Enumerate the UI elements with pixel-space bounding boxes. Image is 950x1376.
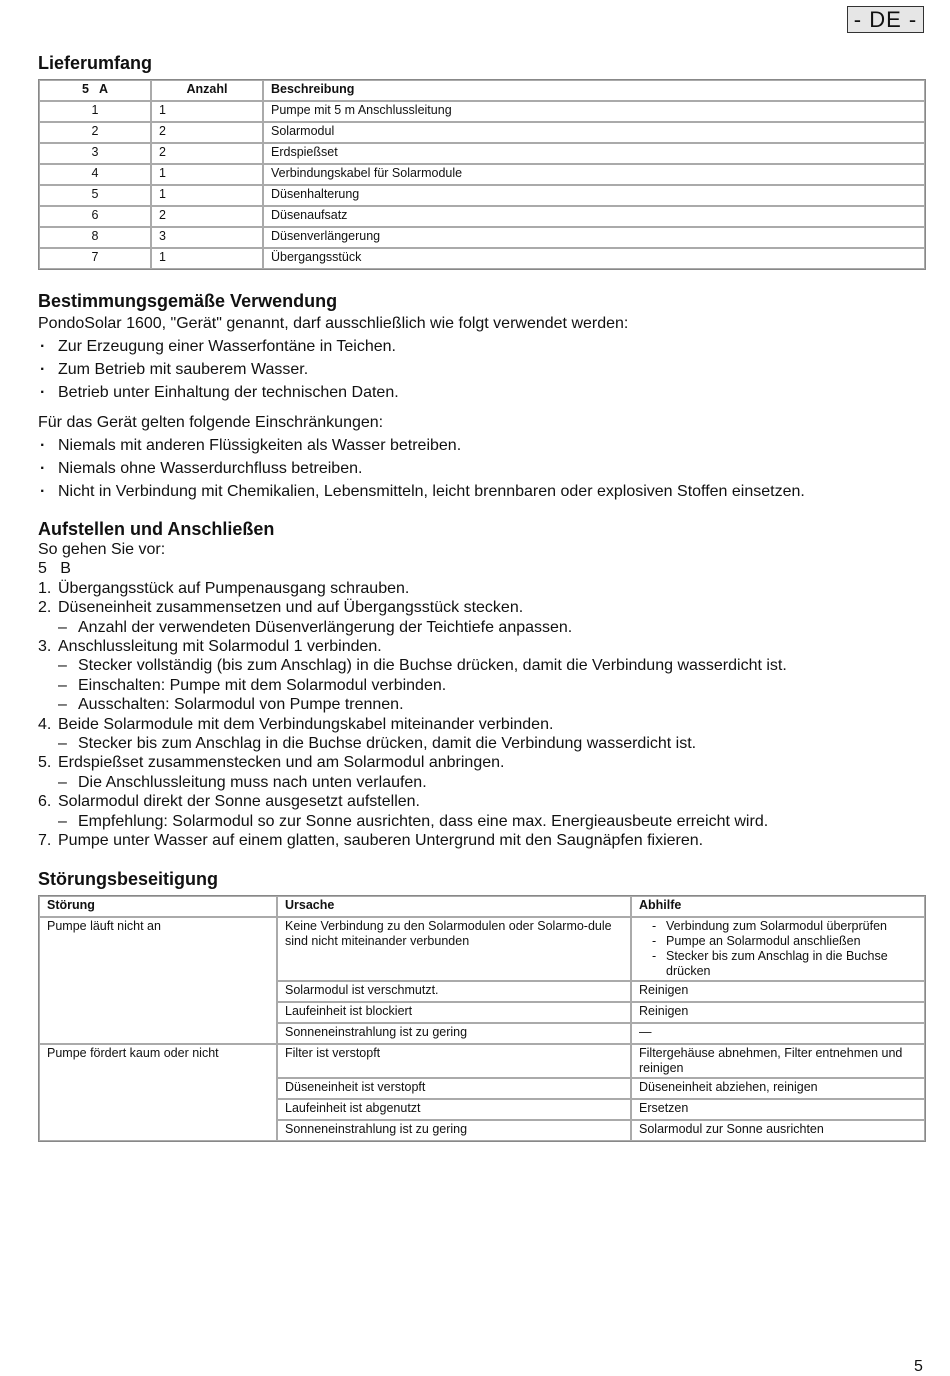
delivery-table: [38, 79, 926, 270]
troubleshooting-table: [38, 895, 926, 1142]
delivery-quantity: 3: [151, 227, 263, 248]
delivery-row: [39, 248, 925, 269]
trouble-remedy: Solarmodul zur Sonne ausrichten: [631, 1120, 925, 1141]
step-text: Übergangsstück auf Pumpenausgang schrauben.: [58, 579, 410, 597]
delivery-row: [39, 185, 925, 206]
trouble-cause: Düseneinheit ist verstopft: [277, 1078, 631, 1099]
delivery-quantity: 2: [151, 206, 263, 227]
delivery-quantity: 1: [151, 248, 263, 269]
trouble-remedy: [631, 917, 925, 981]
intended-use-list: [38, 335, 926, 404]
delivery-row: [39, 122, 925, 143]
trouble-cause: Laufeinheit ist blockiert: [277, 1002, 631, 1023]
delivery-col-description: Beschreibung: [263, 80, 925, 101]
troubleshooting-title: Störungsbeseitigung: [38, 868, 218, 889]
remedy-item: - Pumpe an Solarmodul anschließen: [639, 934, 917, 949]
remedy-item: - Verbindung zum Solarmodul überprüfen: [639, 919, 917, 934]
trouble-col-remedy: Abhilfe: [631, 896, 925, 917]
delivery-row: [39, 164, 925, 185]
trouble-remedy: Filtergehäuse abnehmen, Filter entnehmen und reinigen: [631, 1044, 925, 1078]
delivery-description: Übergangsstück: [263, 248, 925, 269]
step-text: Erdspießset zusammenstecken und am Solarmodul anbringen.: [58, 754, 505, 772]
step-substep: – Stecker vollständig (bis zum Anschlag) in die Buchse drücken, damit die Verbindung wasserdicht ist.: [38, 656, 926, 675]
delivery-position: 5: [39, 185, 151, 206]
delivery-description: Verbindungskabel für Solarmodule: [263, 164, 925, 185]
use-item: · Betrieb unter Einhaltung der technischen Daten.: [38, 381, 926, 404]
setup-step: [38, 792, 926, 811]
delivery-description: Solarmodul: [263, 122, 925, 143]
page-number: 5: [914, 1358, 923, 1375]
step-text: Düseneinheit zusammensetzen und auf Übergangsstück stecken.: [58, 599, 524, 617]
delivery-description: Düsenverlängerung: [263, 227, 925, 248]
setup-step: [38, 637, 926, 656]
step-number: 2.: [38, 599, 52, 617]
restrictions-list: [38, 434, 926, 503]
delivery-quantity: 2: [151, 143, 263, 164]
delivery-quantity: 1: [151, 185, 263, 206]
step-number: 7.: [38, 832, 52, 850]
setup-step: [38, 831, 926, 850]
step-substep: – Empfehlung: Solarmodul so zur Sonne ausrichten, dass eine max. Energieausbeute erreicht wird.: [38, 812, 926, 831]
trouble-cause: Solarmodul ist verschmutzt.: [277, 981, 631, 1002]
step-substep: – Ausschalten: Solarmodul von Pumpe trennen.: [38, 695, 926, 714]
remedy-list: [639, 919, 917, 979]
trouble-remedy: Reinigen: [631, 981, 925, 1002]
delivery-description: Düsenhalterung: [263, 185, 925, 206]
trouble-row: [39, 1044, 925, 1078]
delivery-description: Erdspießset: [263, 143, 925, 164]
delivery-position: 6: [39, 206, 151, 227]
restriction-item: · Nicht in Verbindung mit Chemikalien, Lebensmitteln, leicht brennbaren oder explosiven Stoffen einsetzen.: [38, 480, 926, 503]
delivery-quantity: 2: [151, 122, 263, 143]
page-content: [38, 52, 926, 1142]
delivery-position: 2: [39, 122, 151, 143]
delivery-row: [39, 101, 925, 122]
language-badge: - DE -: [847, 6, 924, 33]
trouble-cause: Filter ist verstopft: [277, 1044, 631, 1078]
delivery-row: [39, 227, 925, 248]
delivery-col-position: 5 A: [39, 80, 151, 101]
step-text: Beide Solarmodule mit dem Verbindungskabel miteinander verbinden.: [58, 715, 554, 733]
delivery-position: 8: [39, 227, 151, 248]
delivery-description: Pumpe mit 5 m Anschlussleitung: [263, 101, 925, 122]
step-number: 6.: [38, 793, 52, 811]
step-substep: – Stecker bis zum Anschlag in die Buchse drücken, damit die Verbindung wasserdicht ist.: [38, 734, 926, 753]
step-substep: – Anzahl der verwendeten Düsenverlängerung der Teichtiefe anpassen.: [38, 618, 926, 637]
delivery-position: 4: [39, 164, 151, 185]
trouble-remedy: —: [631, 1023, 925, 1044]
setup-step: [38, 598, 926, 617]
setup-step: [38, 753, 926, 772]
delivery-position: 1: [39, 101, 151, 122]
step-number: 3.: [38, 638, 52, 656]
delivery-col-quantity: Anzahl: [151, 80, 263, 101]
delivery-quantity: 1: [151, 101, 263, 122]
use-item: · Zum Betrieb mit sauberem Wasser.: [38, 358, 926, 381]
delivery-description: Düsenaufsatz: [263, 206, 925, 227]
delivery-row: [39, 143, 925, 164]
step-text: Solarmodul direkt der Sonne ausgesetzt aufstellen.: [58, 793, 420, 811]
restriction-item: · Niemals mit anderen Flüssigkeiten als Wasser betreiben.: [38, 434, 926, 457]
setup-step: [38, 579, 926, 598]
delivery-row: [39, 206, 925, 227]
step-text: Anschlussleitung mit Solarmodul 1 verbinden.: [58, 638, 382, 656]
step-text: Pumpe unter Wasser auf einem glatten, sauberen Untergrund mit den Saugnäpfen fixieren.: [58, 832, 704, 850]
trouble-fault: Pumpe fördert kaum oder nicht: [39, 1044, 277, 1141]
trouble-col-cause: Ursache: [277, 896, 631, 917]
delivery-header-row: [39, 80, 925, 101]
intended-use-intro: PondoSolar 1600, "Gerät" genannt, darf ausschließlich wie folgt verwendet werden:: [38, 315, 629, 332]
delivery-position: 3: [39, 143, 151, 164]
trouble-remedy: Ersetzen: [631, 1099, 925, 1120]
trouble-remedy: Düseneinheit abziehen, reinigen: [631, 1078, 925, 1099]
delivery-position: 7: [39, 248, 151, 269]
trouble-col-fault: Störung: [39, 896, 277, 917]
restrictions-intro: Für das Gerät gelten folgende Einschränkungen:: [38, 414, 384, 431]
restriction-item: · Niemals ohne Wasserdurchfluss betreiben.: [38, 457, 926, 480]
trouble-fault: Pumpe läuft nicht an: [39, 917, 277, 1044]
step-number: 1.: [38, 579, 52, 597]
remedy-item: - Stecker bis zum Anschlag in die Buchse drücken: [639, 949, 917, 979]
trouble-cause: Sonneneinstrahlung ist zu gering: [277, 1023, 631, 1044]
setup-step: [38, 715, 926, 734]
trouble-cause: Laufeinheit ist abgenutzt: [277, 1099, 631, 1120]
step-number: 5.: [38, 754, 52, 772]
step-substep: – Die Anschlussleitung muss nach unten verlaufen.: [38, 773, 926, 792]
use-item: · Zur Erzeugung einer Wasserfontäne in Teichen.: [38, 335, 926, 358]
delivery-title: Lieferumfang: [38, 53, 153, 73]
trouble-cause: Keine Verbindung zu den Solarmodulen oder Solarmo-dule sind nicht miteinander verbunden: [277, 917, 631, 981]
step-substep: – Einschalten: Pumpe mit dem Solarmodul verbinden.: [38, 676, 926, 695]
trouble-header-row: [39, 896, 925, 917]
setup-steps: [38, 540, 926, 851]
intended-use-title: Bestimmungsgemäße Verwendung: [38, 291, 338, 311]
setup-figure-ref: 5 B: [38, 560, 71, 578]
setup-intro: So gehen Sie vor:: [38, 541, 166, 558]
setup-title: Aufstellen und Anschließen: [38, 519, 275, 539]
trouble-cause: Sonneneinstrahlung ist zu gering: [277, 1120, 631, 1141]
trouble-remedy: Reinigen: [631, 1002, 925, 1023]
step-number: 4.: [38, 715, 52, 733]
trouble-row: [39, 917, 925, 981]
delivery-quantity: 1: [151, 164, 263, 185]
